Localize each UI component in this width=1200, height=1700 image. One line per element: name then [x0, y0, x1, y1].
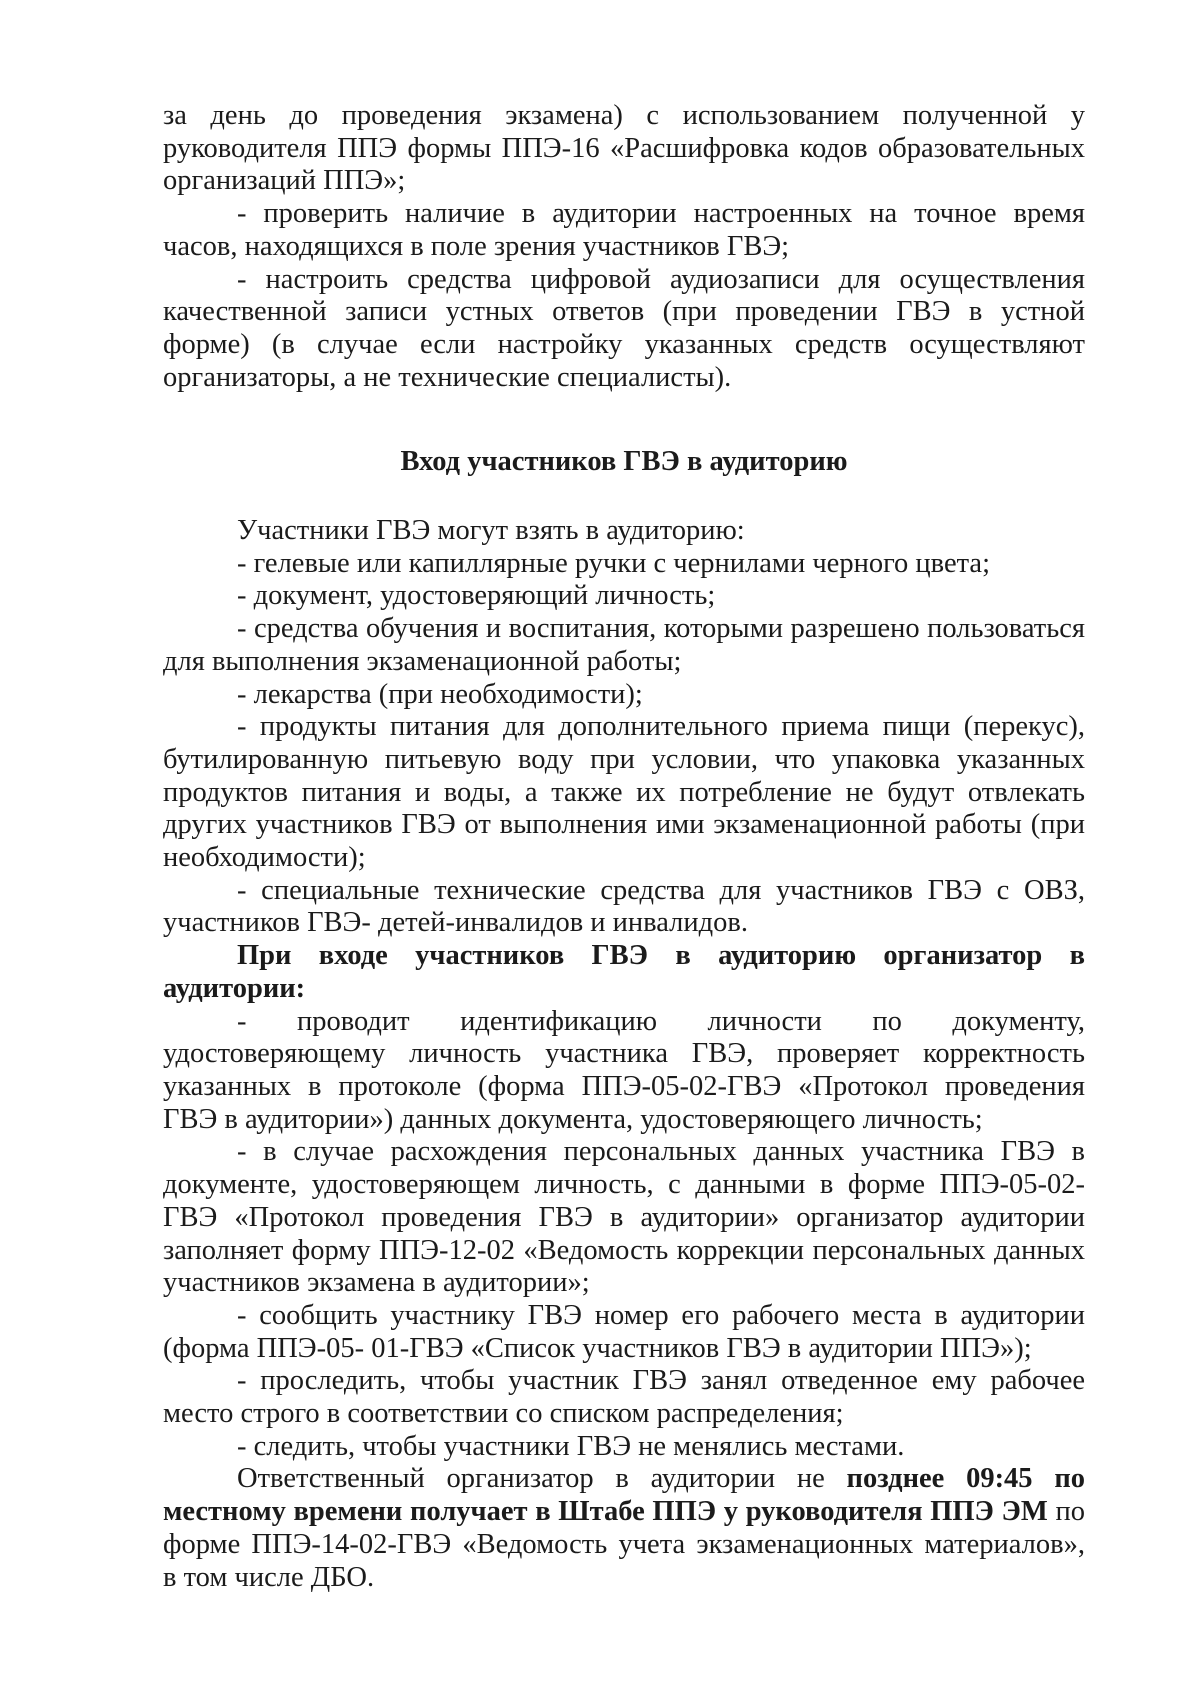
- organizer-list-item: - проследить, чтобы участник ГВЭ занял отведенное ему рабочее место строго в соответствии со списком распределения;: [163, 1365, 1085, 1430]
- items-intro: Участники ГВЭ могут взять в аудиторию:: [237, 515, 745, 547]
- list-item: - продукты питания для дополнительного приема пищи (перекус), бутилированную питьевую воду при условии, что упаковка указанных продуктов питания и воды, а также их потребление не будут отвлекать других участников ГВЭ от выполнения ими экзаменационной работы (при необходимости);: [163, 711, 1085, 874]
- organizer-list-item: - в случае расхождения персональных данных участника ГВЭ в документе, удостоверяющем личность, с данными в форме ППЭ-05-02-ГВЭ «Протокол проведения ГВЭ в аудитории» организатор аудитории заполняет форму ППЭ-12-02 «Ведомость коррекции персональных данных участников экзамена в аудитории»;: [163, 1136, 1085, 1299]
- final-bold: позднее 09:45 по местному времени получает в Штабе ППЭ у руководителя ППЭ ЭМ: [163, 1463, 1085, 1528]
- list-item: - лекарства (при необходимости);: [237, 678, 643, 710]
- list-item: - документ, удостоверяющий личность;: [237, 580, 716, 612]
- document-page: [163, 100, 1085, 1594]
- organizer-heading-text: При входе участников ГВЭ в аудиторию организатор в аудитории:: [163, 940, 1085, 1004]
- organizer-list-item: - сообщить участнику ГВЭ номер его рабочего места в аудитории (форма ППЭ-05- 01-ГВЭ «Список участников ГВЭ в аудитории ППЭ»);: [163, 1299, 1085, 1364]
- list-item: - специальные технические средства для участников ГВЭ с ОВЗ, участников ГВЭ- детей-инвалидов и инвалидов.: [163, 874, 1085, 939]
- section-title: Вход участников ГВЭ в аудиторию: [400, 446, 848, 478]
- list-item: - средства обучения и воспитания, которыми разрешено пользоваться для выполнения экзаменационной работы;: [163, 613, 1085, 677]
- paragraph-intro-3: - настроить средства цифровой аудиозаписи для осуществления качественной записи устных ответов (при проведении ГВЭ в устной форме) (в случае если настройку указанных средств осуществляют организаторы, а не технические специалисты).: [163, 263, 1085, 393]
- paragraph-intro-2: - проверить наличие в аудитории настроенных на точное время часов, находящихся в поле зрения участников ГВЭ;: [163, 198, 1085, 262]
- final-lead: Ответственный организатор в аудитории не: [237, 1463, 847, 1495]
- list-item: - гелевые или капиллярные ручки с чернилами черного цвета;: [237, 547, 990, 579]
- final-paragraph: [163, 1463, 1085, 1594]
- organizer-list-item: - следить, чтобы участники ГВЭ не менялись местами.: [237, 1430, 905, 1462]
- paragraph-intro-1: за день до проведения экзамена) с использованием полученной у руководителя ППЭ формы ППЭ-16 «Расшифровка кодов образовательных организаций ППЭ»;: [163, 100, 1085, 197]
- organizer-heading: [163, 940, 1085, 1005]
- organizer-list-item: - проводит идентификацию личности по документу, удостоверяющему личность участника ГВЭ, проверяет корректность указанных в протоколе (форма ППЭ-05-02-ГВЭ «Протокол проведения ГВЭ в аудитории») данных документа, удостоверяющего личность;: [163, 1005, 1085, 1135]
- final-tail: по форме ППЭ-14-02-ГВЭ «Ведомость учета экзаменационных материалов», в том числе ДБО.: [163, 1496, 1085, 1593]
